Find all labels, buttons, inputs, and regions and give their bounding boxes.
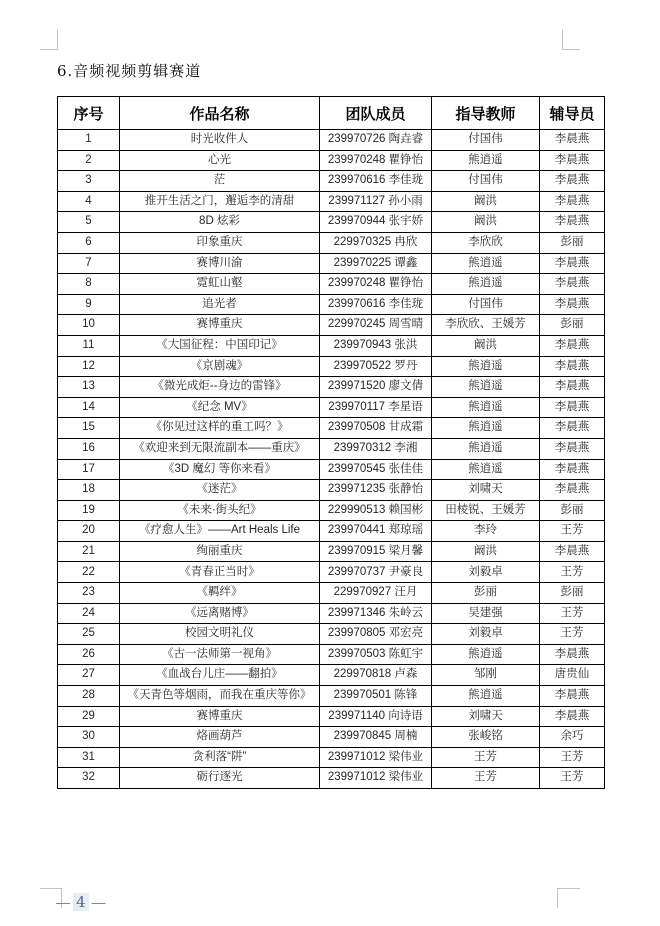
cell-work-title: 茫 — [120, 171, 320, 192]
cell-work-title: 赛博重庆 — [120, 706, 320, 727]
cell-counselor: 唐贵仙 — [540, 665, 605, 686]
cell-supervising-teacher: 李欣欣 — [432, 232, 540, 253]
cell-supervising-teacher: 熊逍遥 — [432, 686, 540, 707]
section-title: 6.音频视频剪辑赛道 — [57, 62, 202, 80]
table-row — [58, 150, 605, 171]
cell-team-member: 229970325 冉欣 — [320, 232, 432, 253]
cell-team-member: 239970503 陈虹宇 — [320, 644, 432, 665]
cell-team-member: 239970441 郑琼瑶 — [320, 521, 432, 542]
cell-team-member: 239971140 向诗语 — [320, 706, 432, 727]
cell-team-member: 239970944 张宇娇 — [320, 212, 432, 233]
cell-work-title: 8D 炫彩 — [120, 212, 320, 233]
cell-work-title: 印象重庆 — [120, 232, 320, 253]
cell-team-member: 239970117 李星语 — [320, 397, 432, 418]
cell-team-member: 239970805 邓宏亮 — [320, 624, 432, 645]
cell-supervising-teacher: 彭丽 — [432, 583, 540, 604]
cell-team-member: 239970312 李湘 — [320, 438, 432, 459]
results-table — [57, 96, 605, 789]
cell-work-title: 《迷茫》 — [120, 480, 320, 501]
cell-counselor: 李晨燕 — [540, 356, 605, 377]
cell-work-title: 《欢迎来到无限流副本——重庆》 — [120, 438, 320, 459]
table-row — [58, 438, 605, 459]
cell-supervising-teacher: 熊逍遥 — [432, 274, 540, 295]
cell-serial-number: 22 — [58, 562, 120, 583]
cell-serial-number: 26 — [58, 644, 120, 665]
table-row — [58, 335, 605, 356]
table-row — [58, 397, 605, 418]
cell-counselor: 王芳 — [540, 624, 605, 645]
cell-counselor: 李晨燕 — [540, 706, 605, 727]
cell-serial-number: 18 — [58, 480, 120, 501]
cell-counselor: 李晨燕 — [540, 397, 605, 418]
cell-team-member: 239970508 甘成霜 — [320, 418, 432, 439]
table-row — [58, 377, 605, 398]
table-row — [58, 521, 605, 542]
cell-supervising-teacher: 熊逍遥 — [432, 459, 540, 480]
cell-work-title: 《你见过这样的重工吗？》 — [120, 418, 320, 439]
cell-counselor: 彭丽 — [540, 315, 605, 336]
table-row — [58, 603, 605, 624]
cell-serial-number: 30 — [58, 727, 120, 748]
cell-team-member: 239970616 李佳珑 — [320, 294, 432, 315]
cell-team-member: 229970818 卢森 — [320, 665, 432, 686]
cell-serial-number: 12 — [58, 356, 120, 377]
header-team-member: 团队成员 — [320, 97, 432, 130]
header-serial-number: 序号 — [58, 97, 120, 130]
cell-supervising-teacher: 付国伟 — [432, 130, 540, 151]
table-row — [58, 500, 605, 521]
cell-counselor: 王芳 — [540, 562, 605, 583]
cell-work-title: 贪利落“阱” — [120, 747, 320, 768]
cell-work-title: 《纪念 MV》 — [120, 397, 320, 418]
cell-work-title: 《羁绊》 — [120, 583, 320, 604]
cell-supervising-teacher: 刘啸天 — [432, 480, 540, 501]
cell-team-member: 239970726 陶垚睿 — [320, 130, 432, 151]
cell-team-member: 239970248 瞿铮怡 — [320, 274, 432, 295]
cell-work-title: 《京剧魂》 — [120, 356, 320, 377]
table-row — [58, 274, 605, 295]
table-row — [58, 253, 605, 274]
cell-team-member: 239970225 谭鑫 — [320, 253, 432, 274]
cell-supervising-teacher: 熊逍遥 — [432, 438, 540, 459]
cell-serial-number: 7 — [58, 253, 120, 274]
cell-counselor: 彭丽 — [540, 583, 605, 604]
cell-counselor: 李晨燕 — [540, 335, 605, 356]
table-row — [58, 171, 605, 192]
cell-supervising-teacher: 王芳 — [432, 747, 540, 768]
page-number — [56, 893, 106, 911]
table-row — [58, 232, 605, 253]
cell-counselor: 李晨燕 — [540, 253, 605, 274]
cell-serial-number: 5 — [58, 212, 120, 233]
table-row — [58, 191, 605, 212]
cell-team-member: 239970616 李佳珑 — [320, 171, 432, 192]
cell-work-title: 《大国征程：中国印记》 — [120, 335, 320, 356]
cell-counselor: 李晨燕 — [540, 171, 605, 192]
cell-work-title: 砺行逐光 — [120, 768, 320, 789]
cell-team-member: 229970245 周雪晴 — [320, 315, 432, 336]
cell-serial-number: 8 — [58, 274, 120, 295]
cell-work-title: 赛博重庆 — [120, 315, 320, 336]
cell-serial-number: 19 — [58, 500, 120, 521]
cell-team-member: 239970522 罗丹 — [320, 356, 432, 377]
cell-serial-number: 25 — [58, 624, 120, 645]
cell-counselor: 李晨燕 — [540, 294, 605, 315]
cell-serial-number: 31 — [58, 747, 120, 768]
cell-work-title: 绚丽重庆 — [120, 541, 320, 562]
cell-serial-number: 17 — [58, 459, 120, 480]
cell-supervising-teacher: 阚洪 — [432, 541, 540, 562]
header-supervising-teacher: 指导教师 — [432, 97, 540, 130]
cell-serial-number: 3 — [58, 171, 120, 192]
table-row — [58, 583, 605, 604]
table-row — [58, 480, 605, 501]
cell-team-member: 239971127 孙小雨 — [320, 191, 432, 212]
cell-counselor: 王芳 — [540, 747, 605, 768]
cell-counselor: 李晨燕 — [540, 212, 605, 233]
table-row — [58, 562, 605, 583]
cell-supervising-teacher: 熊逍遥 — [432, 397, 540, 418]
cell-serial-number: 6 — [58, 232, 120, 253]
cell-serial-number: 24 — [58, 603, 120, 624]
cell-counselor: 李晨燕 — [540, 191, 605, 212]
cell-supervising-teacher: 张峻铭 — [432, 727, 540, 748]
table-row — [58, 315, 605, 336]
cell-serial-number: 2 — [58, 150, 120, 171]
cell-supervising-teacher: 付国伟 — [432, 171, 540, 192]
cell-serial-number: 20 — [58, 521, 120, 542]
cell-supervising-teacher: 阚洪 — [432, 212, 540, 233]
table-row — [58, 644, 605, 665]
page-number-dash-left: — — [56, 894, 70, 910]
cell-work-title: 《天青色等烟雨，而我在重庆等你》 — [120, 686, 320, 707]
cell-supervising-teacher: 付国伟 — [432, 294, 540, 315]
table-row — [58, 459, 605, 480]
cell-counselor: 李晨燕 — [540, 480, 605, 501]
crop-mark-top-right-icon — [562, 30, 580, 50]
table-row — [58, 686, 605, 707]
cell-counselor: 彭丽 — [540, 500, 605, 521]
cell-supervising-teacher: 熊逍遥 — [432, 377, 540, 398]
cell-work-title: 《古一法师第一视角》 — [120, 644, 320, 665]
cell-team-member: 239971012 梁伟业 — [320, 768, 432, 789]
cell-counselor: 李晨燕 — [540, 438, 605, 459]
cell-work-title: 烙画葫芦 — [120, 727, 320, 748]
cell-serial-number: 14 — [58, 397, 120, 418]
cell-work-title: 《血战台儿庄——翻拍》 — [120, 665, 320, 686]
cell-serial-number: 9 — [58, 294, 120, 315]
cell-counselor: 李晨燕 — [540, 686, 605, 707]
cell-work-title: 赛博川渝 — [120, 253, 320, 274]
cell-work-title: 《远离赌博》 — [120, 603, 320, 624]
cell-team-member: 239971520 廖文倩 — [320, 377, 432, 398]
cell-supervising-teacher: 熊逍遥 — [432, 150, 540, 171]
cell-counselor: 李晨燕 — [540, 644, 605, 665]
cell-supervising-teacher: 阚洪 — [432, 191, 540, 212]
cell-serial-number: 23 — [58, 583, 120, 604]
cell-serial-number: 11 — [58, 335, 120, 356]
cell-work-title: 《疗愈人生》——Art Heals Life — [120, 521, 320, 542]
cell-counselor: 余巧 — [540, 727, 605, 748]
cell-team-member: 239971235 张静怡 — [320, 480, 432, 501]
cell-counselor: 李晨燕 — [540, 150, 605, 171]
cell-supervising-teacher: 熊逍遥 — [432, 253, 540, 274]
cell-supervising-teacher: 刘毅卓 — [432, 562, 540, 583]
cell-work-title: 《青春正当时》 — [120, 562, 320, 583]
cell-counselor: 李晨燕 — [540, 274, 605, 295]
table-row — [58, 706, 605, 727]
cell-counselor: 王芳 — [540, 603, 605, 624]
cell-work-title: 《微光成炬--身边的雷锋》 — [120, 377, 320, 398]
crop-mark-top-left-icon — [40, 30, 58, 50]
cell-team-member: 229970927 汪月 — [320, 583, 432, 604]
cell-work-title: 心光 — [120, 150, 320, 171]
cell-work-title: 《3D 魔幻 等你来看》 — [120, 459, 320, 480]
cell-counselor: 李晨燕 — [540, 130, 605, 151]
table-row — [58, 356, 605, 377]
cell-supervising-teacher: 邹刚 — [432, 665, 540, 686]
cell-team-member: 239970737 尹豪良 — [320, 562, 432, 583]
header-counselor: 辅导员 — [540, 97, 605, 130]
cell-counselor: 李晨燕 — [540, 418, 605, 439]
cell-supervising-teacher: 李欣欣、王媛芳 — [432, 315, 540, 336]
cell-serial-number: 1 — [58, 130, 120, 151]
cell-counselor: 王芳 — [540, 521, 605, 542]
cell-team-member: 239971012 梁伟业 — [320, 747, 432, 768]
cell-serial-number: 28 — [58, 686, 120, 707]
cell-work-title: 时光收件人 — [120, 130, 320, 151]
cell-team-member: 239970501 陈锋 — [320, 686, 432, 707]
cell-team-member: 239970845 周楠 — [320, 727, 432, 748]
cell-supervising-teacher: 刘啸天 — [432, 706, 540, 727]
cell-supervising-teacher: 熊逍遥 — [432, 644, 540, 665]
cell-serial-number: 10 — [58, 315, 120, 336]
cell-supervising-teacher: 吴建强 — [432, 603, 540, 624]
table-row — [58, 130, 605, 151]
cell-supervising-teacher: 阚洪 — [432, 335, 540, 356]
cell-supervising-teacher: 熊逍遥 — [432, 356, 540, 377]
page-number-value: 4 — [73, 893, 89, 911]
cell-serial-number: 29 — [58, 706, 120, 727]
table-row — [58, 747, 605, 768]
cell-counselor: 李晨燕 — [540, 541, 605, 562]
cell-team-member: 239970545 张佳佳 — [320, 459, 432, 480]
cell-counselor: 彭丽 — [540, 232, 605, 253]
cell-work-title: 追光者 — [120, 294, 320, 315]
cell-serial-number: 16 — [58, 438, 120, 459]
table-header-row — [58, 97, 605, 130]
table-row — [58, 768, 605, 789]
cell-team-member: 239970943 张洪 — [320, 335, 432, 356]
cell-work-title: 霓虹山壑 — [120, 274, 320, 295]
cell-serial-number: 21 — [58, 541, 120, 562]
cell-team-member: 239971346 朱岭云 — [320, 603, 432, 624]
cell-supervising-teacher: 刘毅卓 — [432, 624, 540, 645]
cell-supervising-teacher: 李玲 — [432, 521, 540, 542]
table-row — [58, 665, 605, 686]
cell-work-title: 推开生活之门，邂逅李的清甜 — [120, 191, 320, 212]
header-work-title: 作品名称 — [120, 97, 320, 130]
crop-mark-bottom-right-icon — [557, 888, 580, 908]
cell-supervising-teacher: 王芳 — [432, 768, 540, 789]
cell-supervising-teacher: 熊逍遥 — [432, 418, 540, 439]
cell-team-member: 239970248 瞿铮怡 — [320, 150, 432, 171]
cell-counselor: 王芳 — [540, 768, 605, 789]
table-row — [58, 418, 605, 439]
cell-serial-number: 27 — [58, 665, 120, 686]
cell-work-title: 校园文明礼仪 — [120, 624, 320, 645]
table-row — [58, 541, 605, 562]
cell-team-member: 229990513 赖国彬 — [320, 500, 432, 521]
cell-counselor: 李晨燕 — [540, 459, 605, 480]
cell-serial-number: 13 — [58, 377, 120, 398]
cell-work-title: 《未来·街头纪》 — [120, 500, 320, 521]
page-number-dash-right: — — [91, 894, 106, 910]
cell-serial-number: 32 — [58, 768, 120, 789]
table-row — [58, 624, 605, 645]
table-row — [58, 727, 605, 748]
cell-counselor: 李晨燕 — [540, 377, 605, 398]
cell-supervising-teacher: 田棱锐、王媛芳 — [432, 500, 540, 521]
table-row — [58, 294, 605, 315]
cell-team-member: 239970915 梁月馨 — [320, 541, 432, 562]
cell-serial-number: 4 — [58, 191, 120, 212]
table-row — [58, 212, 605, 233]
cell-serial-number: 15 — [58, 418, 120, 439]
